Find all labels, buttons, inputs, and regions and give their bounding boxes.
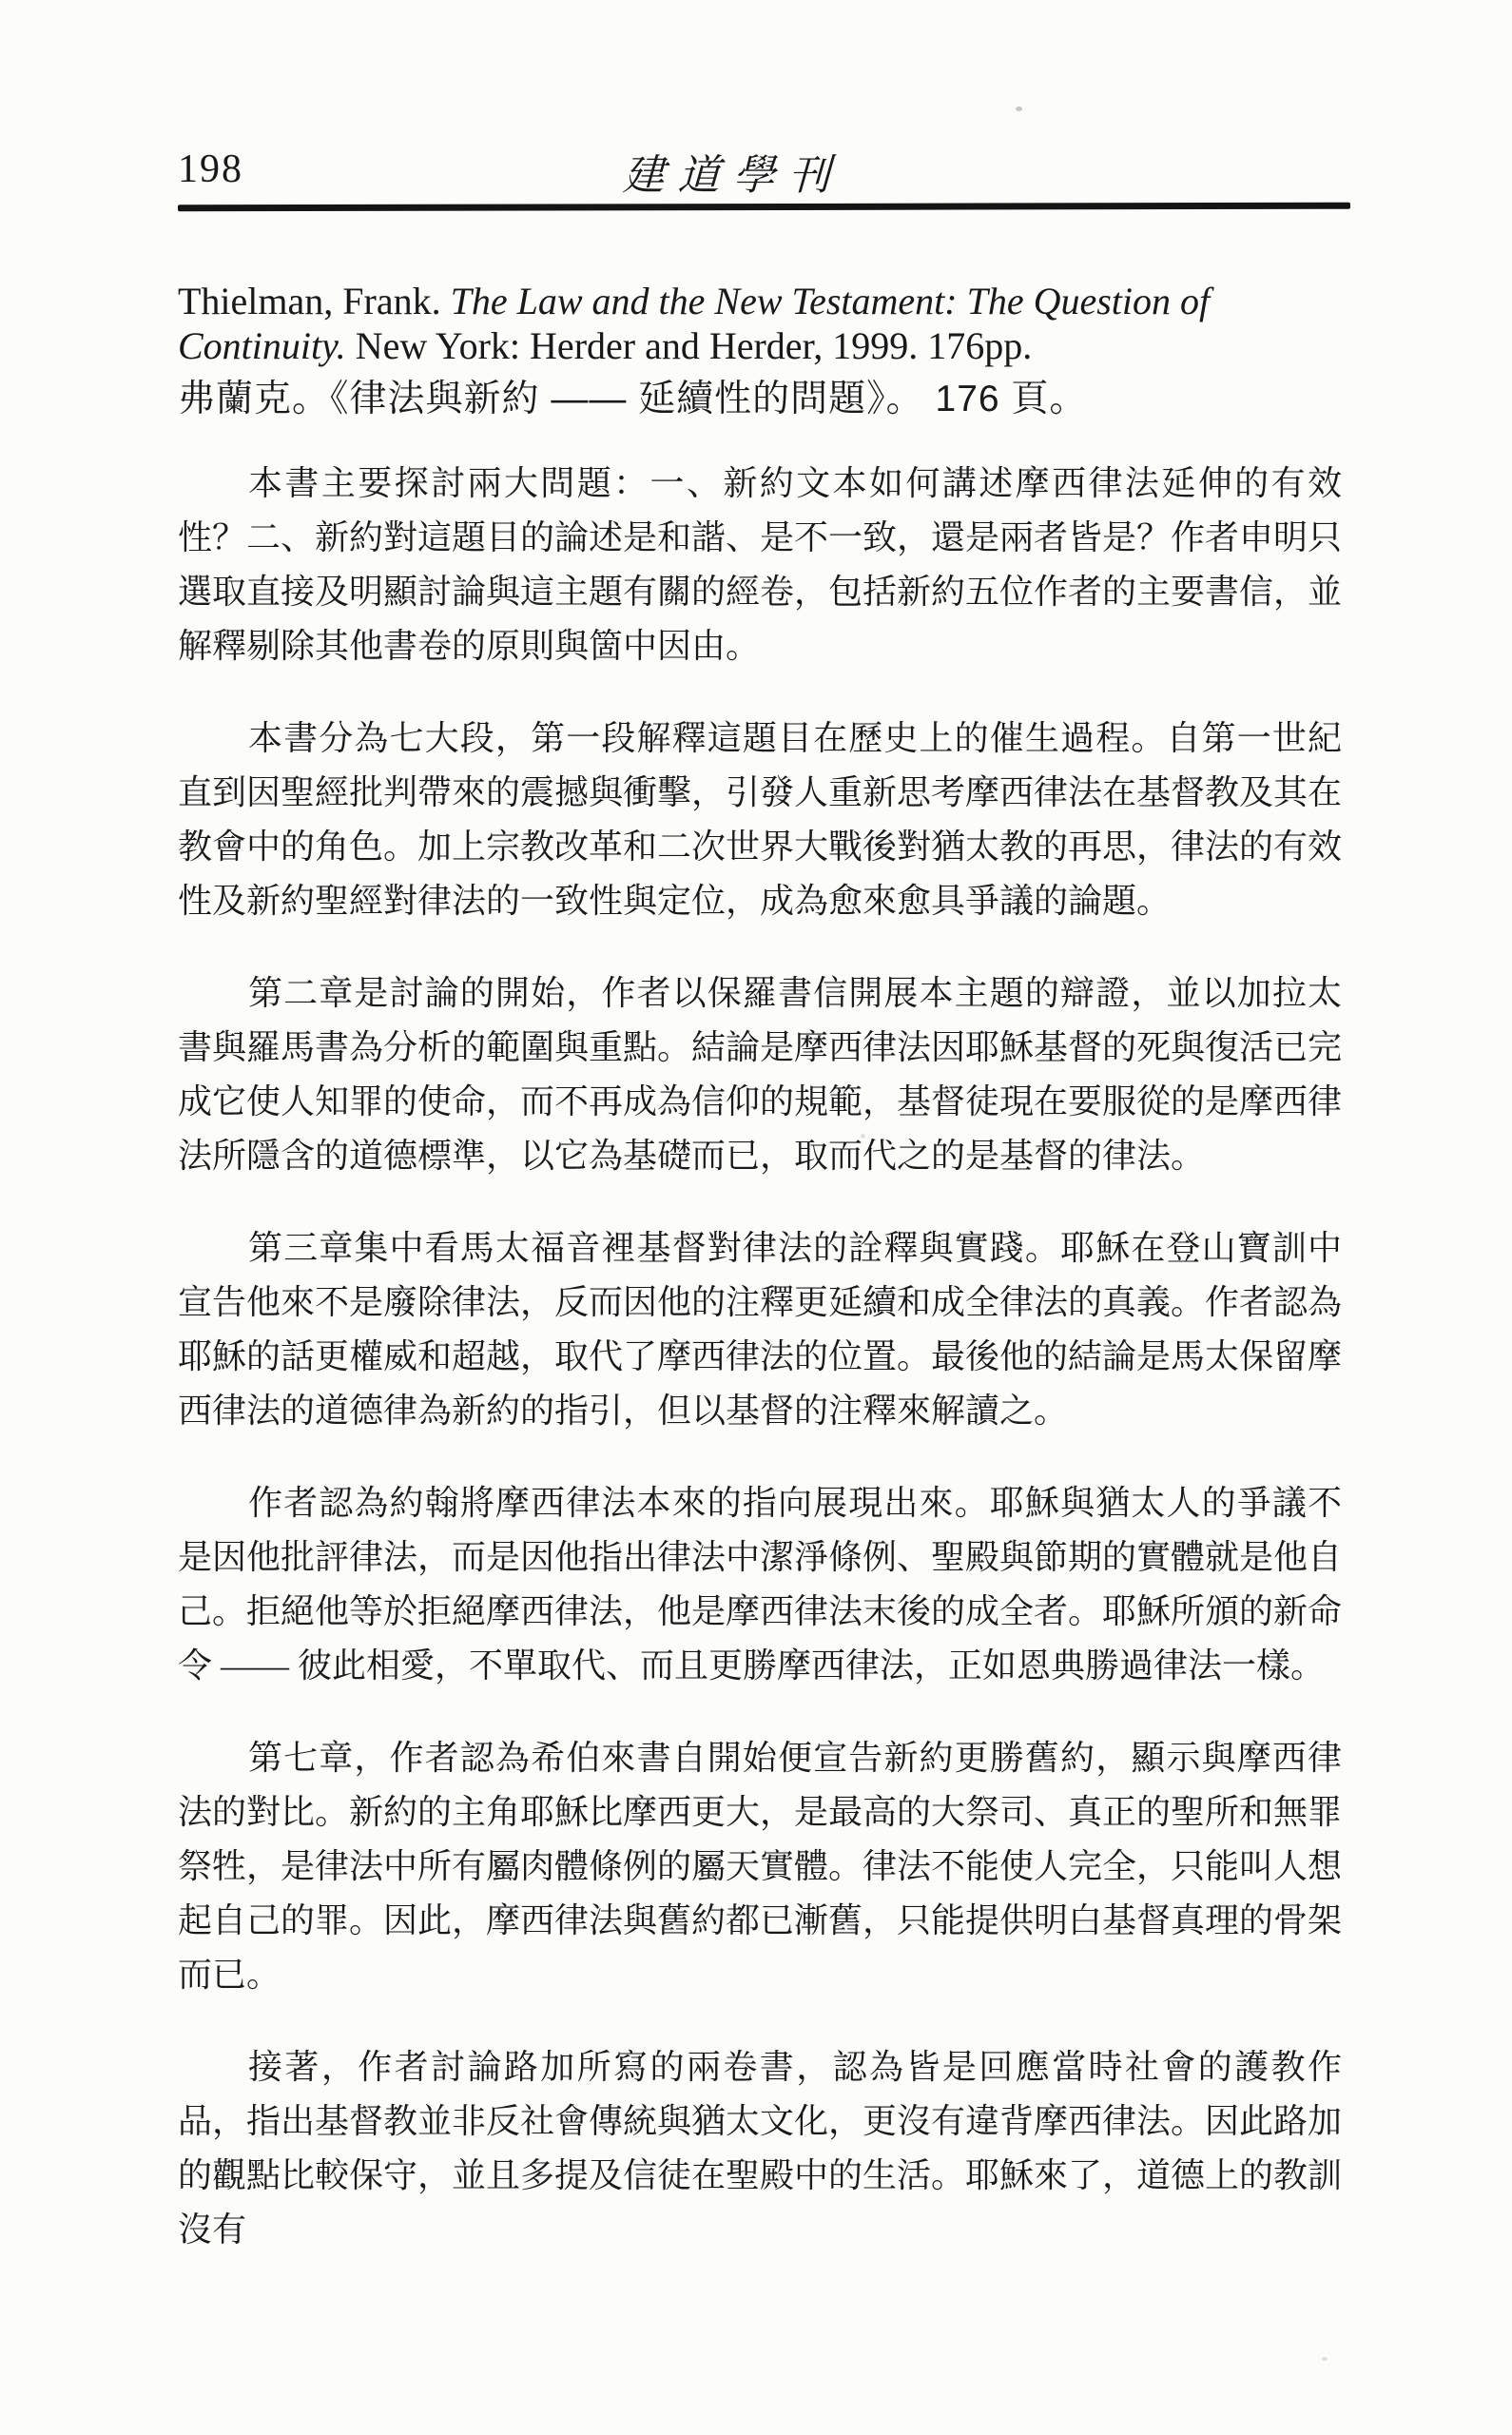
review-body bbox=[178, 457, 1342, 2295]
bibliography-publication: New York: Herder and Herder, 1999. 176pp. bbox=[345, 324, 1033, 368]
review-paragraph-1: 本書主要探討兩大問題：一、新約文本如何講述摩西律法延伸的有效性？二、新約對這題目的論述是和諧、是不一致，還是兩者皆是？作者申明只選取直接及明顯討論與這主題有關的經卷，包括新約五位作者的主要書信，並解釋剔除其他書卷的原則與箇中因由。 bbox=[178, 464, 1343, 665]
review-paragraph-4: 第三章集中看馬太福音裡基督對律法的詮釋與實踐。耶穌在登山寶訓中宣告他來不是廢除律法，反而因他的注釋更延續和成全律法的真義。作者認為耶穌的話更權威和超越，取代了摩西律法的位置。最後他的結論是馬太保留摩西律法的道德律為新約的指引，但以基督的注釋來解讀之。 bbox=[178, 1229, 1343, 1430]
journal-title: 建道學刊 bbox=[621, 152, 844, 199]
review-paragraph-7: 接著，作者討論路加所寫的兩卷書，認為皆是回應當時社會的護教作品，指出基督教並非反社會傳統與猶太文化，更沒有違背摩西律法。因此路加的觀點比較保守，並且多提及信徒在聖殿中的生活。耶穌來了，道德上的教訓沒有 bbox=[178, 2048, 1343, 2249]
scan-speck bbox=[861, 1134, 865, 1139]
bibliography-chinese-line: 弗蘭克。《律法與新約 —— 延續性的問題》。 176 頁。 bbox=[178, 379, 1088, 420]
review-paragraph-2: 本書分為七大段，第一段解釋這題目在歷史上的催生過程。自第一世紀直到因聖經批判帶來的震撼與衝擊，引發人重新思考摩西律法在基督教及其在教會中的角色。加上宗教改革和二次世界大戰後對猶太教的再思，律法的有效性及新約聖經對律法的一致性與定位，成為愈來愈具爭議的論題。 bbox=[178, 719, 1343, 920]
bibliography-book-title: The Law and the New Testament: The Question of Continuity. bbox=[178, 280, 1211, 368]
review-paragraph-5: 作者認為約翰將摩西律法本來的指向展現出來。耶穌與猶太人的爭議不是因他批評律法，而是因他指出律法中潔淨條例、聖殿與節期的實體就是他自己。拒絕他等於拒絕摩西律法，他是摩西律法末後的成全者。耶穌所頒的新命令 —— 彼此相愛，不單取代、而且更勝摩西律法，正如恩典勝過律法一樣。 bbox=[178, 1484, 1343, 1685]
bibliography-author: Thielman, Frank. bbox=[178, 280, 451, 322]
review-paragraph-3: 第二章是討論的開始，作者以保羅書信開展本主題的辯證，並以加拉太書與羅馬書為分析的範圍與重點。結論是摩西律法因耶穌基督的死與復活已完成它使人知罪的使命，而不再成為信仰的規範，基督徒現在要服從的是摩西律法所隱含的道德標準，以它為基礎而已，取而代之的是基督的律法。 bbox=[178, 974, 1343, 1175]
running-head bbox=[178, 141, 1346, 199]
review-paragraph-6: 第七章，作者認為希伯來書自開始便宣告新約更勝舊約，顯示與摩西律法的對比。新約的主角耶穌比摩西更大，是最高的大祭司、真正的聖所和無罪祭牲，是律法中所有屬肉體條例的屬天實體。律法不能使人完全，只能叫人想起自己的罪。因此，摩西律法與舊約都已漸舊，只能提供明白基督真理的骨架而已。 bbox=[178, 1739, 1343, 1994]
scan-speck bbox=[1016, 107, 1022, 111]
scan-speck bbox=[1322, 2357, 1328, 2361]
page-number: 198 bbox=[178, 147, 243, 191]
bibliography-entry bbox=[178, 279, 1346, 421]
header-rule bbox=[178, 203, 1350, 212]
